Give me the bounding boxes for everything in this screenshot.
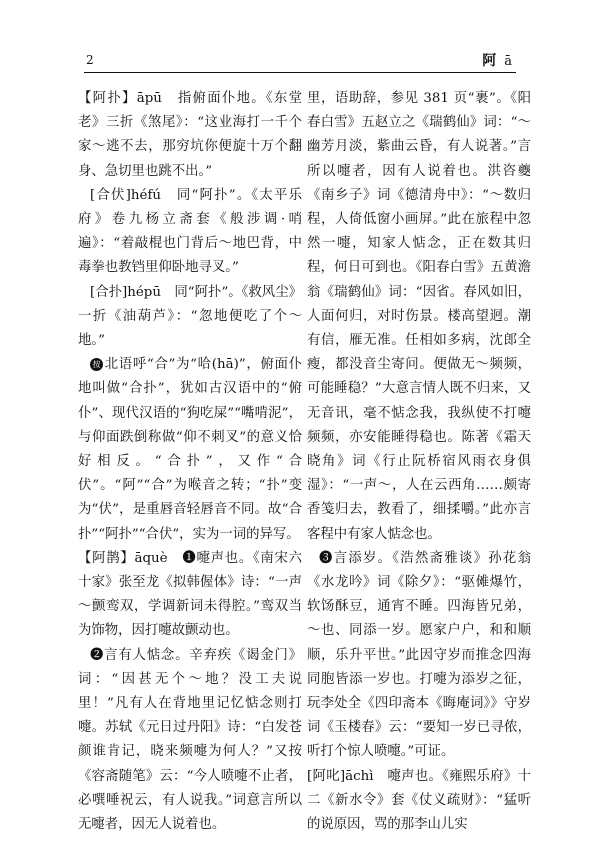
running-header [482,50,514,70]
sense-2: ❷言有人惦念。辛弃疾《谒金门》词：“因甚无个～地？没工夫说里！”凡有人在背地里记忆惦念则打嚏。苏轼《元日过丹阳》诗：“白发苍颜谁肯记，晓来频嚏为何人？”又按《容斋随笔》云：“今人喷嚏不止者，必噀唾祝云，有人说我。”词意言所以无嚏者，因无人说着也。 [78,647,302,833]
running-header-pinyin: ā [504,54,514,69]
sense-3: ❸言添岁。《浩然斋雅谈》孙花翁《水龙吟》词《除夕》：“驱傩爆竹，软饧酥豆，通宵不睡。四海皆兄弟，～也、同添一岁。愿家户户，和和顺顺，乐升平世。”此因守岁而推念四海同胞皆添一岁也。打嚏为添岁之征，玩李处全《四印斋本《晦庵词》》守岁词《玉楼春》云：“要知一岁已寻侬，听打个惊人喷嚏。”可证。 [307,550,531,760]
right-column [307,87,531,837]
sub-entry-hefu: [合伏]héfú 同“阿扑”。《太平乐府》卷九杨立斋套《般涉调·哨遍》：“着敲棍也门背后～地巴背，中毒拳也教铛里仰卧地寻叉。” [78,187,302,276]
entry-aque: 【阿鹊】āquè ❶嚏声也。《南宋六十家》张至龙《拟韩偓体》诗：“一声～颤鸾双，学调新词未得腔。”鸾双当为饰物，因打嚏故颤动也。 [78,550,302,639]
note-marker: 按 [90,358,103,371]
note-text: 北语呼“合”为“哈(hā)”，俯面仆地叫做“合扑”，犹如古汉语中的“俯仆”、现代汉语的“狗吃屎”“嘴啃泥”，与仰面跌倒称做“仰不刺叉”的意义恰好相反。“合扑”，又作“合伏”。“阿”“合”为喉音之转；“扑”变为“伏”，是重唇音轻唇音不同。故“合扑”“阿扑”“合伏”，实为一词的异写。 [78,357,302,542]
left-column [78,87,302,837]
page-number: 2 [86,53,94,67]
running-header-character: 阿 [482,53,499,69]
sub-entry-achi: [阿叱]āchì 嚏声也。《雍熙乐府》十二《新水令》套《仗义疏财》：“猛听的说原因，骂的那李山儿实 [307,768,531,833]
header-rule [84,72,516,73]
entry-apu: 【阿扑】āpū 指俯面仆地。《东堂老》三折《煞尾》：“这业海打一千个家～逃不去，那穷坑你便旋十万个翻身、急切里也跳不出。” [78,91,302,179]
sense-2-continuation: 里，语助辞，参见 381 页“裹”。《阳春白雪》五赵立之《瑞鹤仙》词：“～幽芳月淡，紫曲云昏，有人说著。”言所以嚏者，因有人说着也。洪咨夔《南乡子》词《德清舟中》：“～数归程，人倚低窗小画屏。”此在旅程中忽然一嚏，知家人惦念，正在数其归程，何日可到也。《阳春白雪》五黄澹翁《瑞鹤仙》词：“因省。春风如旧，人面何归，对时伤景。楼高望迥。潮有信，雁无准。任相如多病，沈郎全瘦，都没音尘寄问。便做无～频频，可能睡稳？”大意言情人既不归来，又无音讯，毫不惦念我，我纵使不打嚏频频，亦安能睡得稳也。陈著《霜天晓角》词《行止阮桥宿风雨衣身俱湿》：“一声～，人在云西角……颇寄香笺归去，教看了，细揉嚼。”此亦言客程中有家人惦念也。 [307,91,531,542]
note-paragraph [78,353,302,547]
sub-entry-hepu: [合扑]hépū 同“阿扑”。《救风尘》一折《油葫芦》：“忽地便吃了个～地。” [78,284,302,349]
